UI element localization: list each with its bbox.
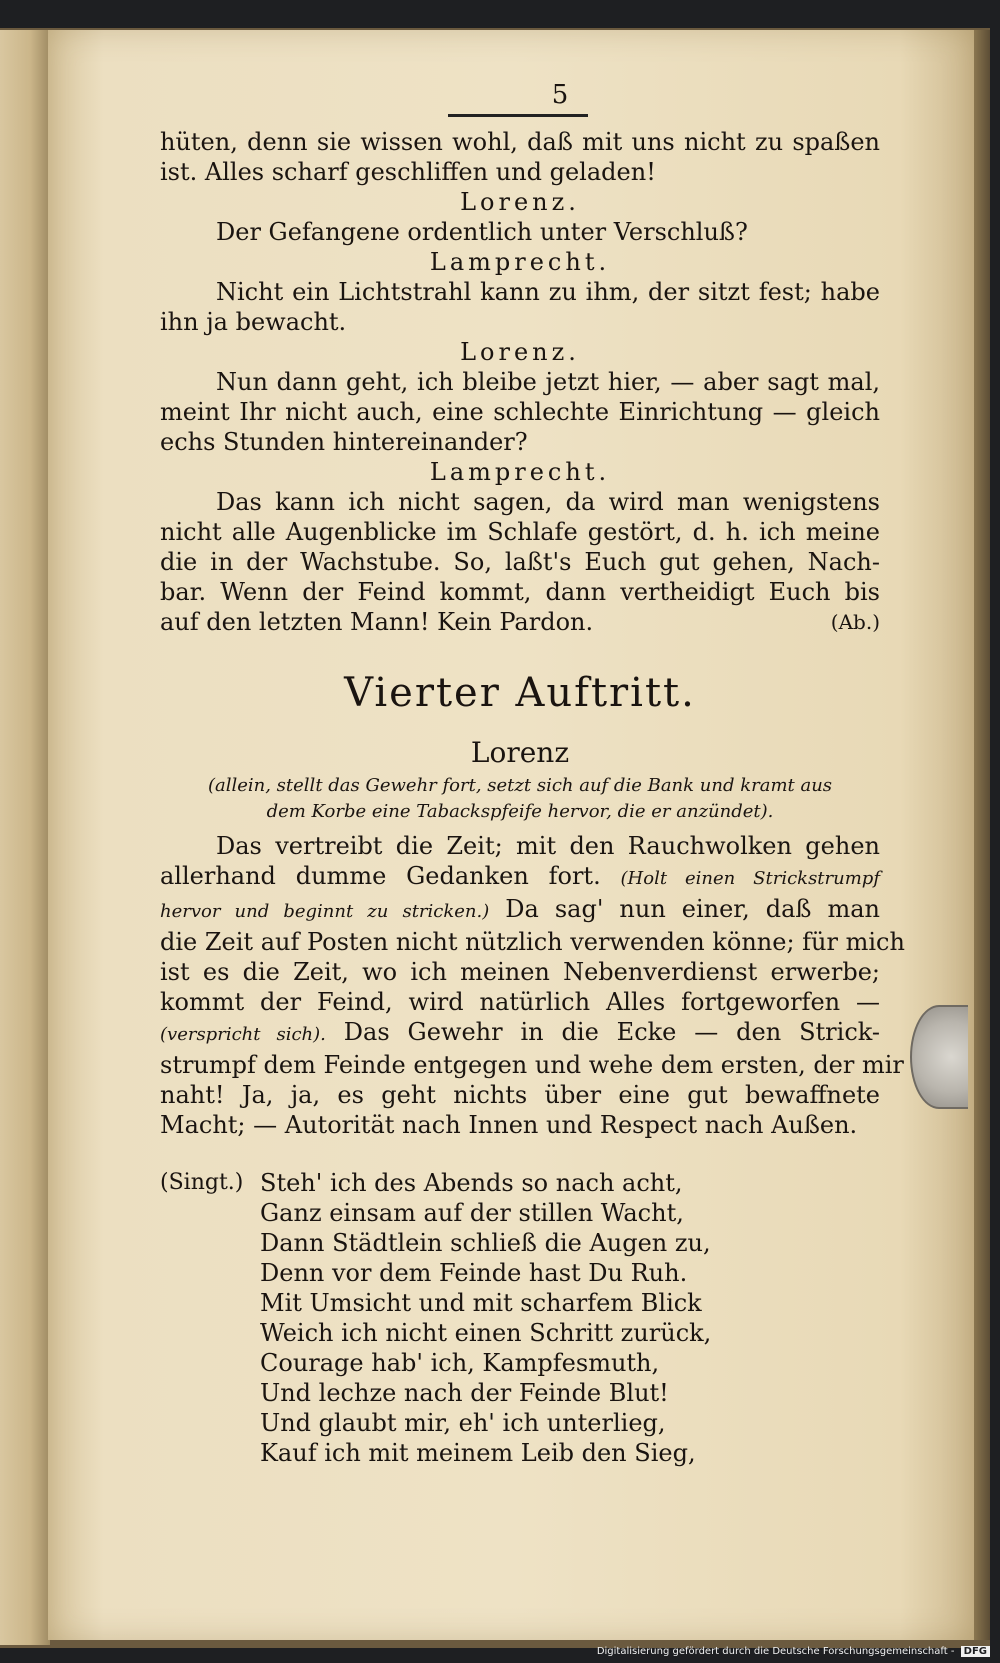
text-line [160, 861, 880, 894]
scene-heading: Vierter Auftritt. [344, 670, 696, 716]
text-line: hüten, denn sie wissen wohl, daß mit uns nicht zu spaßen [160, 128, 880, 156]
inline-stage-direction: hervor und beginnt zu stricken.) [160, 901, 490, 922]
page-number-rule [448, 114, 588, 117]
text-line: ist es die Zeit, wo ich meinen Nebenverdienst erwerbe; [160, 958, 880, 986]
text-line [160, 894, 880, 927]
scene-speaker: Lorenz [470, 736, 570, 769]
text-line: Nicht ein Lichtstrahl kann zu ihm, der sitzt fest; habe [216, 278, 880, 306]
inline-stage-direction: (Holt einen Strickstrumpf [620, 868, 880, 889]
text-line: Das kann ich nicht sagen, da wird man wenigstens [216, 488, 880, 516]
text-line: echs Stunden hintereinander? [160, 428, 528, 456]
text-line: bar. Wenn der Feind kommt, dann vertheidigt Euch bis [160, 578, 880, 606]
text-line [160, 1017, 880, 1050]
song-line: Mit Umsicht und mit scharfem Blick [260, 1289, 702, 1317]
page-content [160, 80, 905, 1468]
page-number: 5 [551, 80, 569, 110]
text-line-content: auf den letzten Mann! Kein Pardon. [160, 608, 594, 636]
right-page-edge [974, 30, 990, 1640]
song-line: Ganz einsam auf der stillen Wacht, [260, 1199, 684, 1227]
song-line: Kauf ich mit meinem Leib den Sieg, [260, 1439, 696, 1467]
text-line: Macht; — Autorität nach Innen und Respect nach Außen. [160, 1111, 858, 1139]
footer-text: Digitalisierung gefördert durch die Deutsche Forschungsgemeinschaft - [596, 1646, 955, 1657]
left-page-edge [0, 30, 50, 1645]
speaker-name: Lorenz. [460, 188, 580, 216]
text-line: strumpf dem Feinde entgegen und wehe dem ersten, der mir [160, 1051, 904, 1079]
song-line: Dann Städtlein schließ die Augen zu, [260, 1229, 711, 1257]
inline-stage-direction: (verspricht sich). [160, 1024, 326, 1045]
exit-direction: (Ab.) [830, 610, 880, 634]
text-line: die Zeit auf Posten nicht nützlich verwenden könne; für mich [160, 928, 905, 956]
text-line: Nun dann geht, ich bleibe jetzt hier, — aber sagt mal, [216, 368, 880, 396]
text-line: meint Ihr nicht auch, eine schlechte Einrichtung — gleich [160, 398, 880, 426]
text-line: naht! Ja, ja, es geht nichts über eine gut bewaffnete [160, 1081, 880, 1109]
song-line: Steh' ich des Abends so nach acht, [260, 1169, 683, 1197]
song-lines [260, 1168, 711, 1468]
song-line: Und lechze nach der Feinde Blut! [260, 1379, 669, 1407]
song-block [160, 1168, 880, 1468]
text-line: ihn ja bewacht. [160, 308, 347, 336]
song-line: Weich ich nicht einen Schritt zurück, [260, 1319, 712, 1347]
song-line: Courage hab' ich, Kampfesmuth, [260, 1349, 660, 1377]
stage-direction: dem Korbe eine Tabackspfeife hervor, die er anzündet). [266, 801, 774, 822]
speaker-name: Lamprecht. [429, 248, 611, 276]
text-line: nicht alle Augenblicke im Schlafe gestört, d. h. ich meine [160, 518, 880, 546]
text-line [160, 607, 880, 637]
song-line: Und glaubt mir, eh' ich unterlieg, [260, 1409, 666, 1437]
text-line: ist. Alles scharf geschliffen und geladen! [160, 158, 656, 186]
speaker-name: Lorenz. [460, 338, 580, 366]
digitization-footer [597, 1646, 990, 1657]
text-line: die in der Wachstube. So, laßt's Euch gut gehen, Nach- [160, 548, 880, 576]
dfg-logo: DFG [961, 1646, 990, 1657]
song-line: Denn vor dem Feinde hast Du Ruh. [260, 1259, 688, 1287]
stage-direction: (allein, stellt das Gewehr fort, setzt sich auf die Bank und kramt aus [207, 775, 833, 796]
text-line-content: Das Gewehr in die Ecke — den Strick- [343, 1018, 880, 1046]
text-line: Das vertreibt die Zeit; mit den Rauchwolken gehen [216, 832, 880, 860]
speaker-name: Lamprecht. [429, 458, 611, 486]
text-line-content: Da sag' nun einer, daß man [505, 895, 880, 923]
text-line-content: allerhand dumme Gedanken fort. [160, 862, 601, 890]
text-line: kommt der Feind, wird natürlich Alles fortgeworfen — [160, 988, 880, 1016]
page-clip [910, 1005, 968, 1109]
text-line: Der Gefangene ordentlich unter Verschluß? [216, 218, 748, 246]
song-label: (Singt.) [160, 1170, 244, 1195]
